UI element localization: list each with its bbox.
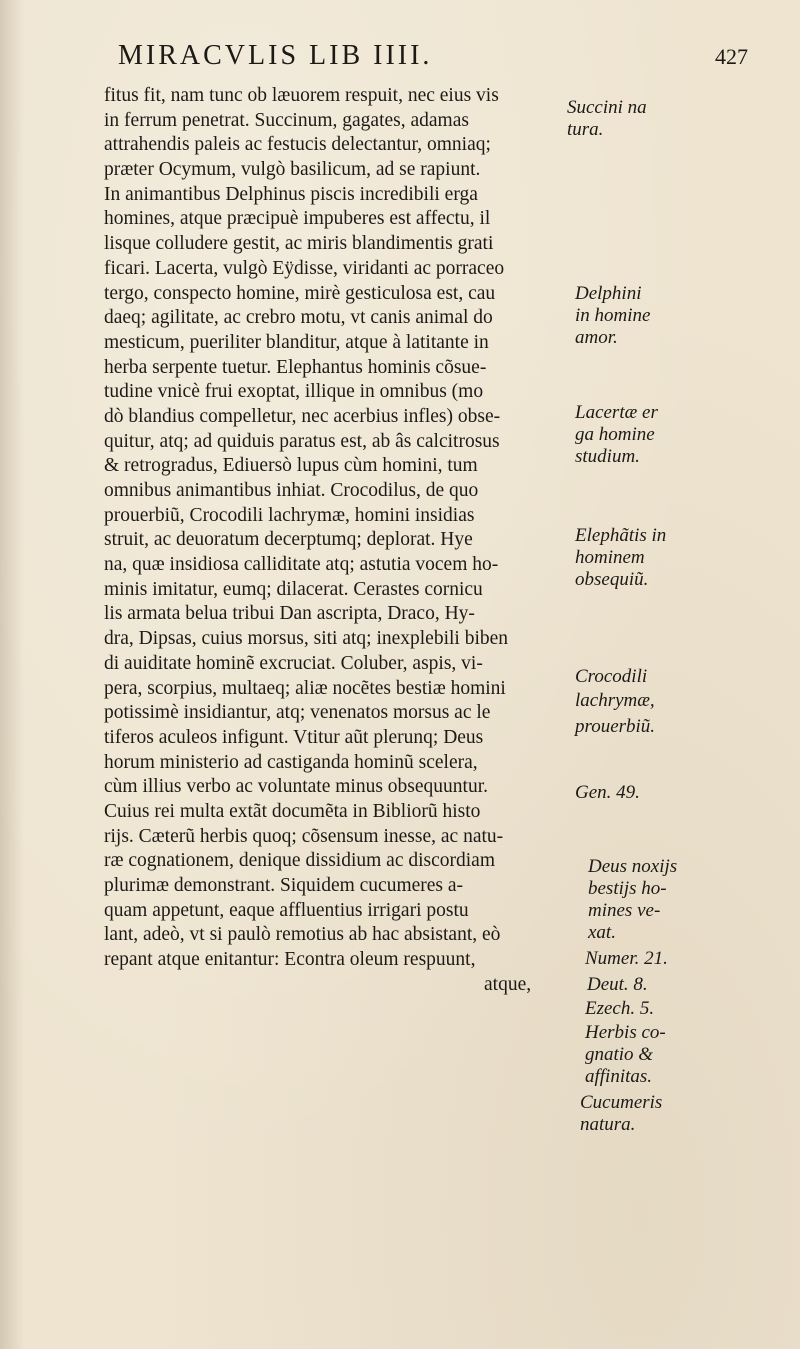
text-line: in ferrum penetrat. Succinum, gagates, adamas	[104, 109, 469, 131]
margin-note-line: mines ve-	[588, 900, 661, 921]
text-line: minis imitatur, eumq; dilacerat. Cerastes cornicu	[104, 578, 483, 600]
margin-note-line: affinitas.	[585, 1066, 653, 1087]
text-line: præter Ocymum, vulgò basilicum, ad se rapiunt.	[104, 159, 481, 181]
margin-note-line: Gen. 49.	[575, 782, 640, 803]
margin-note-line: studium.	[575, 446, 640, 467]
text-line: homines, atque præcipuè impuberes est affectu, il	[104, 208, 491, 230]
page-number: 427	[715, 44, 748, 69]
text-line: di auiditate hominẽ excruciat. Coluber, aspis, vi-	[104, 652, 483, 674]
margin-note-line: Numer. 21.	[585, 948, 668, 969]
margin-note-line: gnatio &	[585, 1044, 654, 1065]
text-line: fitus fit, nam tunc ob læuorem respuit, nec eius vis	[104, 85, 499, 106]
text-line: In animantibus Delphinus piscis incredibili erga	[104, 183, 478, 205]
margin-note-line: hominem	[575, 547, 645, 568]
margin-note-line: bestijs ho-	[588, 878, 667, 899]
text-line: struit, ac deuoratum decerptumq; deplorat. Hye	[104, 529, 473, 551]
text-line: dò blandius compelletur, nec acerbius infles) obse-	[104, 405, 501, 427]
text-line: quam appetunt, eaque affluentius irrigari postu	[104, 899, 469, 921]
margin-note	[580, 1092, 662, 1136]
text-line: horum ministerio ad castiganda hominũ scelera,	[104, 751, 478, 773]
catchword: atque,	[484, 973, 532, 995]
text-line: cùm illius verbo ac voluntate minus obsequuntur.	[104, 776, 488, 798]
margin-note-line: amor.	[575, 327, 618, 348]
text-line: rijs. Cæterũ herbis quoq; cõsensum inesse, ac natu-	[104, 825, 504, 847]
margin-note-line: in homine	[575, 305, 651, 326]
margin-note-line: obsequiũ.	[575, 569, 649, 590]
margin-note	[585, 948, 668, 970]
margin-note	[575, 690, 655, 712]
text-line: prouerbiũ, Crocodili lachrymæ, homini insidias	[104, 504, 475, 526]
margin-note	[575, 402, 658, 468]
margin-note-line: xat.	[588, 922, 616, 943]
margin-note-line: lachrymæ,	[575, 690, 655, 711]
margin-note	[575, 666, 647, 688]
margin-note-line: Lacertæ er	[575, 402, 658, 423]
text-line: repant atque enitantur: Econtra oleum respuunt,	[104, 949, 476, 971]
margin-note	[575, 525, 666, 591]
text-line: lisque colludere gestit, ac miris blandimentis grati	[104, 233, 494, 255]
text-line: omnibus animantibus inhiat. Crocodilus, de quo	[104, 480, 479, 501]
margin-note	[588, 856, 677, 944]
margin-note-line: Ezech. 5.	[585, 998, 655, 1019]
margin-note-line: Delphini	[575, 283, 642, 304]
margin-note-line: ga homine	[575, 424, 655, 445]
page-gutter-shadow	[0, 0, 24, 1349]
text-line: na, quæ insidiosa calliditate atq; astutia vocem ho-	[104, 554, 499, 576]
text-line: dra, Dipsas, cuius morsus, siti atq; inexplebili biben	[104, 628, 509, 650]
margin-note-line: tura.	[567, 119, 604, 140]
text-line: pera, scorpius, multaeq; aliæ nocẽtes bestiæ homini	[104, 677, 506, 699]
margin-note-line: natura.	[580, 1114, 636, 1135]
margin-note-line: Deut. 8.	[587, 974, 648, 995]
margin-note	[585, 998, 654, 1020]
margin-note-line: prouerbiũ.	[575, 716, 656, 737]
text-line: lant, adeò, vt si paulò remotius ab hac absistant, eò	[104, 924, 501, 946]
text-line: ficari. Lacerta, vulgò Eÿdisse, viridanti ac porraceo	[104, 257, 505, 279]
running-title: MIRACVLIS LIB IIII.	[118, 40, 433, 71]
text-line: potissimè insidiantur, atq; venenatos morsus ac le	[104, 702, 491, 724]
text-line: lis armata belua tribui Dan ascripta, Draco, Hy-	[104, 603, 475, 625]
text-line: ræ cognationem, denique dissidium ac discordiam	[104, 850, 495, 872]
running-head	[118, 40, 748, 80]
text-line: daeq; agilitate, ac crebro motu, vt canis animal do	[104, 307, 493, 329]
text-line: quitur, atq; ad quiduis paratus est, ab âs calcitrosus	[104, 430, 500, 452]
main-text-column	[104, 84, 572, 997]
margin-note	[575, 283, 650, 349]
text-line: & retrogradus, Ediuersò lupus cùm homini, tum	[104, 455, 478, 477]
text-line: plurimæ demonstrant. Siquidem cucumeres a-	[104, 875, 464, 896]
text-line: tergo, conspecto homine, mirè gesticulosa est, cau	[104, 282, 496, 304]
margin-note-line: Elephãtis in	[575, 525, 667, 546]
margin-note-line: Deus noxijs	[588, 856, 678, 877]
margin-note	[585, 1022, 666, 1088]
margin-note	[567, 97, 647, 141]
margin-note-line: Cucumeris	[580, 1092, 663, 1113]
margin-note-line: Herbis co-	[585, 1022, 666, 1043]
margin-note	[575, 716, 655, 738]
margin-note-line: Crocodili	[575, 666, 648, 687]
margin-note	[575, 782, 640, 804]
text-line: mesticum, pueriliter blanditur, atque à latitante in	[104, 331, 489, 353]
text-line: tiferos aculeos infigunt. Vtitur aũt plerunq; Deus	[104, 726, 484, 748]
text-line: herba serpente tuetur. Elephantus hominis cõsue-	[104, 356, 487, 378]
text-line: attrahendis paleis ac festucis delectantur, omniaq;	[104, 134, 491, 156]
margin-note	[587, 974, 648, 996]
margin-note-line: Succini na	[567, 97, 647, 118]
text-line: tudine vnicè frui exoptat, illique in omnibus (mo	[104, 381, 484, 403]
text-line: Cuius rei multa extãt documẽta in Bibliorũ histo	[104, 800, 481, 822]
